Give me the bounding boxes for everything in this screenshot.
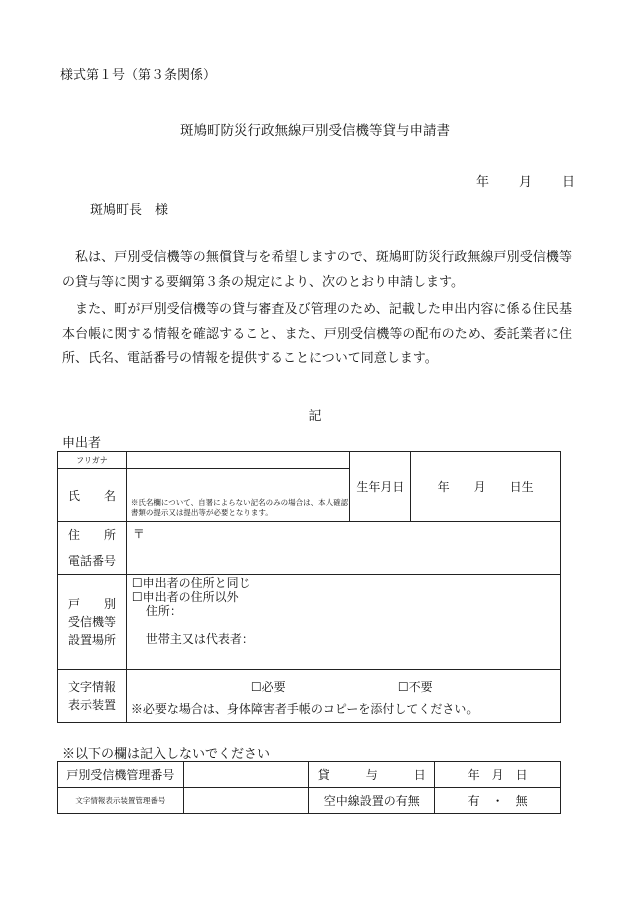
addressee: 斑鳩町長 様 bbox=[90, 203, 169, 218]
consent-paragraph: また、町が戸別受信機等の貸与審査及び管理のため、記載した申出内容に係る住民基本台帳に関する情報を確認すること、また、戸別受信機等の配布のため、委託業者に住所、氏名、電話番号の情報を提供することについて同意します。 bbox=[62, 302, 572, 366]
birth-field[interactable]: 年 月 日生 bbox=[411, 452, 561, 522]
name-note: ※氏名欄について、自署によらない記名のみの場合は、本人確認書類の提示又は提出等が必要となります。 bbox=[130, 498, 349, 517]
text-device-mgmt-no-label: 文字情報表示装置管理番号 bbox=[58, 788, 184, 814]
receiver-mgmt-no-label: 戸別受信機管理番号 bbox=[58, 762, 184, 788]
name-label: 氏 名 bbox=[58, 469, 127, 522]
text-device-field bbox=[126, 670, 560, 723]
install-location-field[interactable] bbox=[126, 575, 560, 670]
address-label: 住 所 bbox=[67, 528, 116, 542]
no-need-checkbox[interactable]: ☐不要 bbox=[397, 679, 433, 694]
application-date bbox=[476, 171, 575, 190]
text-device-mgmt-no-field bbox=[183, 788, 309, 814]
furigana-label: フリガナ bbox=[58, 452, 127, 469]
antenna-label: 空中線設置の有無 bbox=[309, 788, 435, 814]
text-device-label: 文字情報 表示装置 bbox=[58, 670, 127, 723]
office-use-table bbox=[57, 761, 561, 814]
household-head-label: 世帯主又は代表者： bbox=[145, 632, 254, 646]
birth-label: 生年月日 bbox=[350, 452, 411, 522]
lend-date-label: 貸 与 日 bbox=[309, 762, 435, 788]
install-location-label: 戸 別 受信機等 設置場所 bbox=[58, 575, 127, 670]
document-title: 斑鳩町防災行政無線戸別受信機等貸与申請書 bbox=[180, 123, 450, 139]
address-phone-field[interactable] bbox=[126, 522, 560, 575]
name-field[interactable] bbox=[126, 469, 349, 522]
applicant-table bbox=[57, 451, 561, 723]
form-number: 様式第１号（第３条関係） bbox=[60, 68, 217, 83]
lend-date-field: 年 月 日 bbox=[435, 762, 561, 788]
request-paragraph: 私は、戸別受信機等の無償貸与を希望しますので、斑鳩町防災行政無線戸別受信機等の貸与等に関する要綱第３条の規定により、次のとおり申請します。 bbox=[62, 250, 572, 290]
date-year: 年 bbox=[476, 175, 490, 190]
install-address-label: 住所： bbox=[145, 604, 182, 618]
office-use-note: ※以下の欄は記入しないでください bbox=[62, 747, 271, 762]
need-checkbox[interactable]: ☐必要 bbox=[250, 679, 286, 694]
option-same-address[interactable]: ☐申出者の住所と同じ bbox=[131, 576, 251, 590]
text-device-note: ※必要な場合は、身体障害者手帳のコピーを添付してください。 bbox=[130, 701, 479, 716]
option-other-address[interactable]: ☐申出者の住所以外 bbox=[131, 590, 239, 604]
phone-label: 電話番号 bbox=[67, 554, 116, 568]
date-day: 日 bbox=[562, 175, 576, 190]
antenna-field: 有 ・ 無 bbox=[435, 788, 561, 814]
address-phone-label bbox=[58, 522, 127, 575]
date-month: 月 bbox=[519, 175, 533, 190]
ki-heading: 記 bbox=[308, 409, 322, 424]
furigana-field[interactable] bbox=[126, 452, 349, 469]
receiver-mgmt-no-field bbox=[183, 762, 309, 788]
applicant-label: 申出者 bbox=[62, 436, 102, 451]
postal-mark: 〒 bbox=[132, 527, 145, 541]
